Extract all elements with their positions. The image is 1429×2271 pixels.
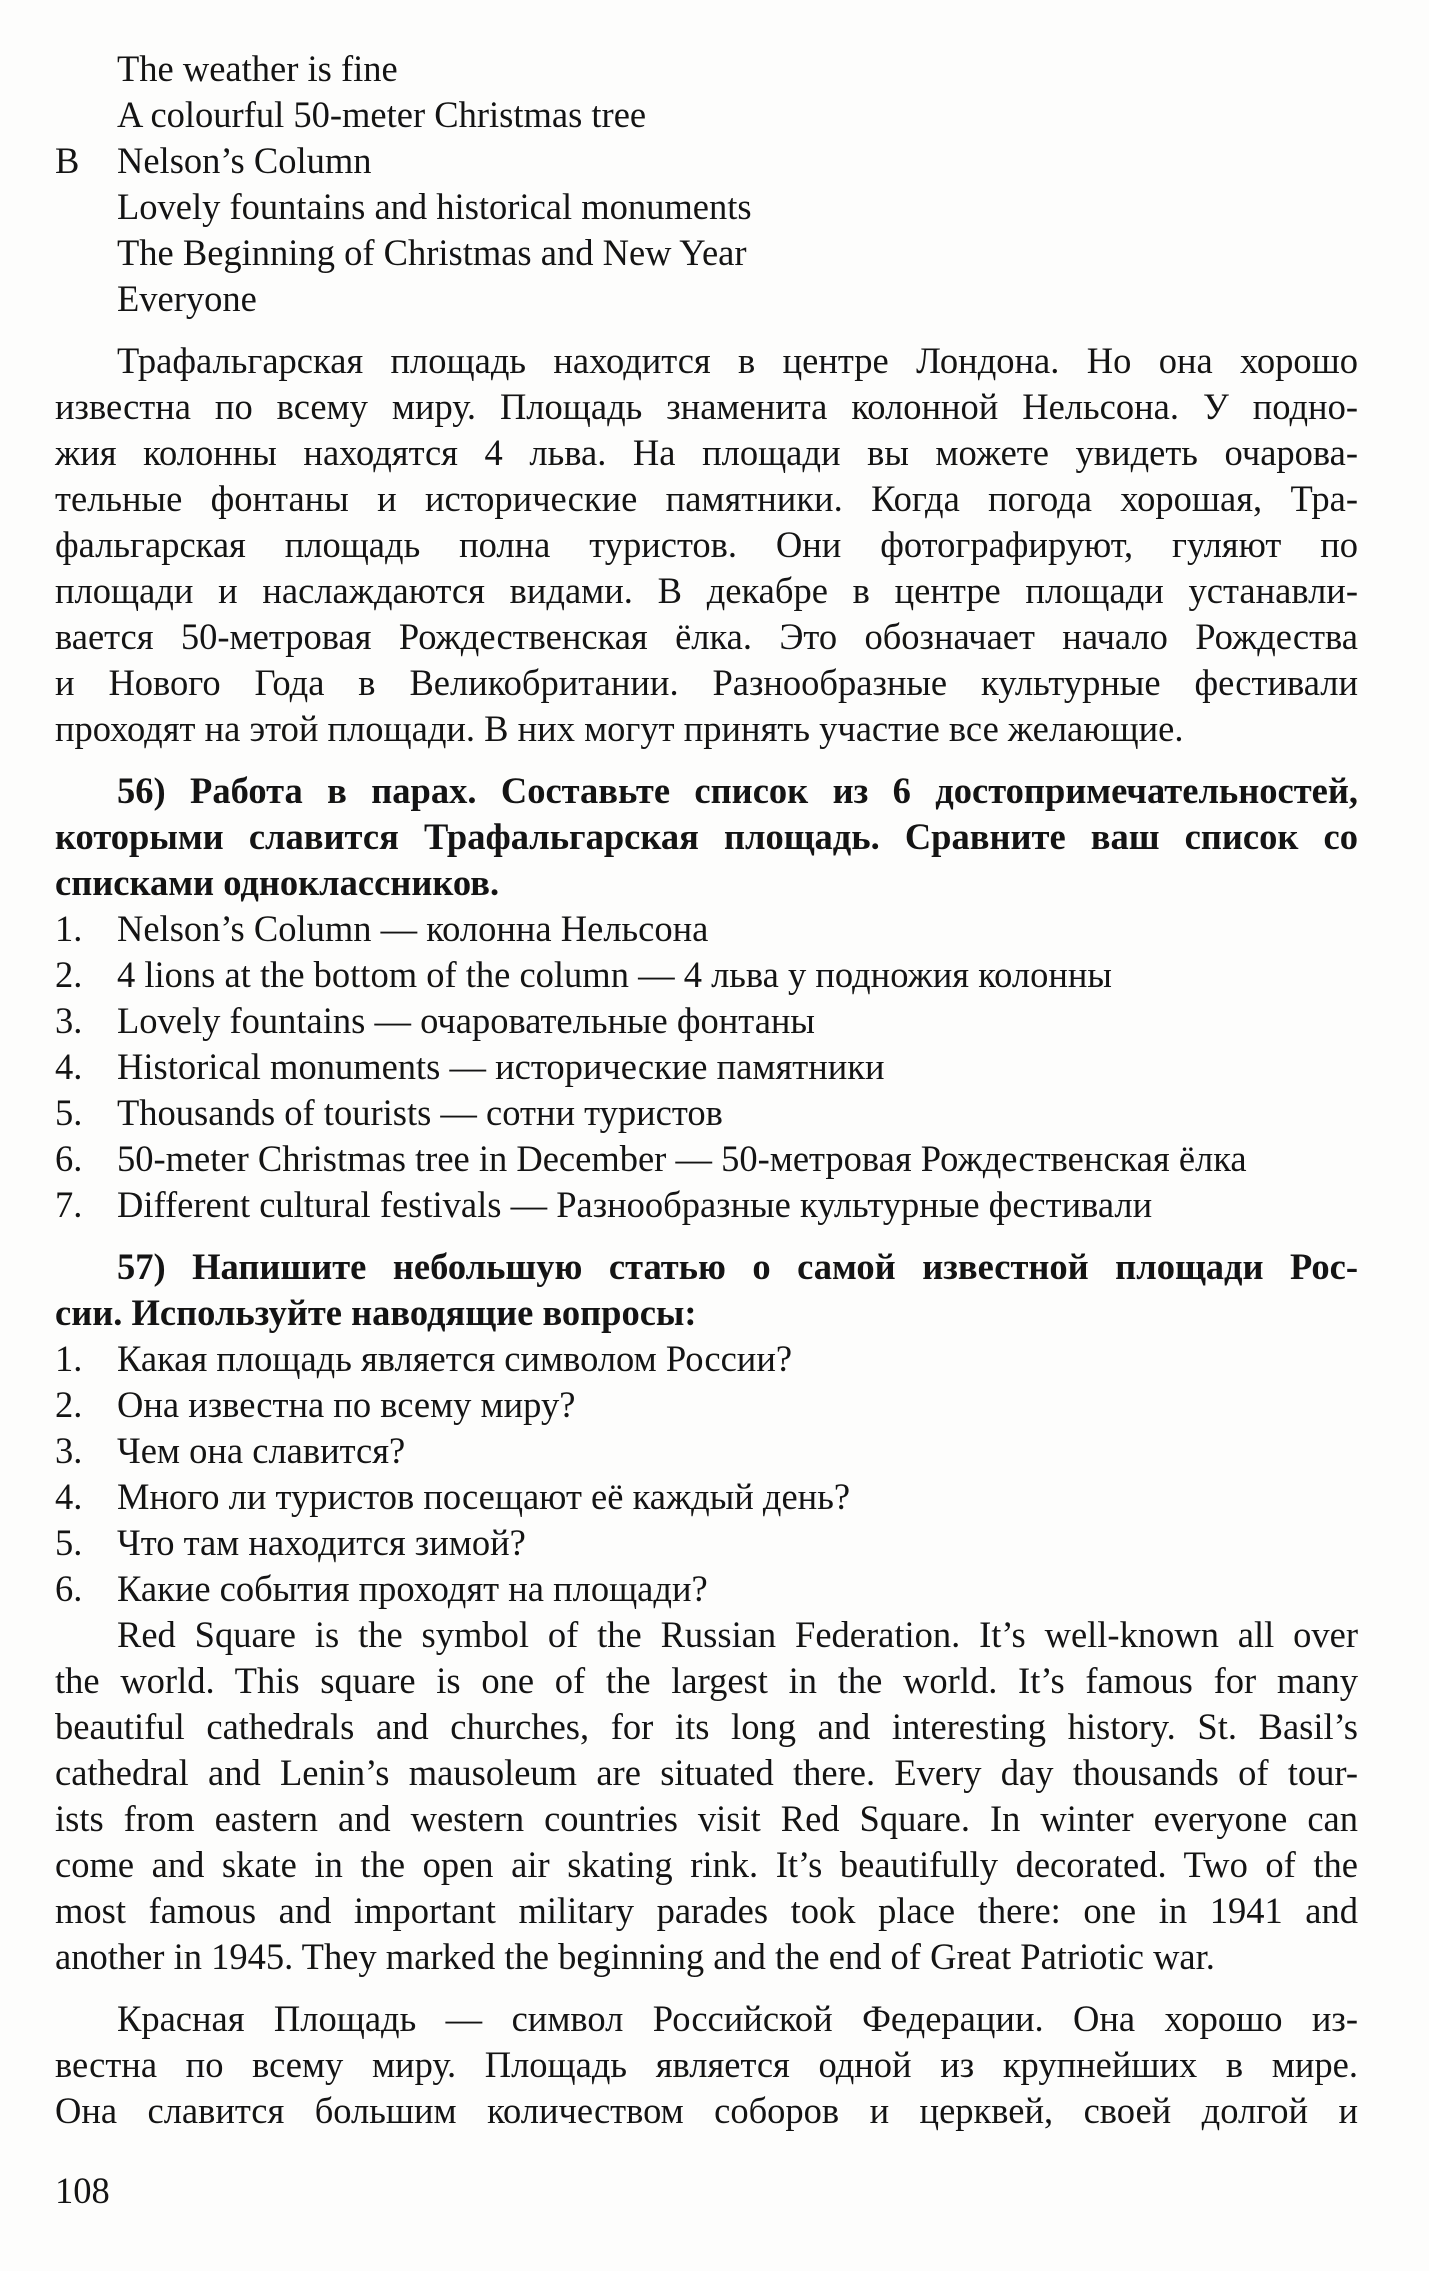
paragraph-line: beautiful cathedrals and churches, for its long and interesting history. St. Basil’s — [55, 1706, 1358, 1747]
list-number: 4. — [55, 1046, 83, 1087]
task-57-heading: 57) Напишите небольшую статью о самой известной площади Рос- — [117, 1246, 1358, 1287]
list-number: 4. — [55, 1476, 83, 1517]
list-item: Different cultural festivals — Разнообразные культурные фестивали — [117, 1184, 1153, 1225]
paragraph-line: жия колонны находятся 4 льва. На площади вы можете увидеть очарова- — [55, 432, 1358, 473]
paragraph-line: Красная Площадь — символ Российской Федерации. Она хорошо из- — [117, 1998, 1358, 2039]
list-item: Thousands of tourists — сотни туристов — [117, 1092, 723, 1133]
top-list-item: Nelson’s Column — [117, 140, 372, 181]
list-marker-b: B — [55, 140, 80, 181]
paragraph-line: вестна по всему миру. Площадь является одной из крупнейших в мире. — [55, 2044, 1358, 2085]
paragraph-line: ists from eastern and western countries visit Red Square. In winter everyone can — [55, 1798, 1358, 1839]
list-item: Чем она славится? — [117, 1430, 406, 1471]
paragraph-line: тельные фонтаны и исторические памятники. Когда погода хорошая, Тра- — [55, 478, 1358, 519]
list-item: Nelson’s Column — колонна Нельсона — [117, 908, 709, 949]
paragraph-line: the world. This square is one of the largest in the world. It’s famous for many — [55, 1660, 1358, 1701]
top-list-item: The Beginning of Christmas and New Year — [117, 232, 747, 273]
list-number: 3. — [55, 1430, 83, 1471]
paragraph-line: come and skate in the open air skating rink. It’s beautifully decorated. Two of the — [55, 1844, 1358, 1885]
list-item: Какие события проходят на площади? — [117, 1568, 708, 1609]
list-number: 5. — [55, 1092, 83, 1133]
top-list-item: Lovely fountains and historical monuments — [117, 186, 752, 227]
list-number: 1. — [55, 1338, 83, 1379]
paragraph-line: cathedral and Lenin’s mausoleum are situated there. Every day thousands of tour- — [55, 1752, 1358, 1793]
paragraph-line: и Нового Года в Великобритании. Разнообразные культурные фестивали — [55, 662, 1358, 703]
list-item: Много ли туристов посещают её каждый день? — [117, 1476, 851, 1517]
task-56-heading: списками одноклассников. — [55, 862, 500, 903]
top-list-item: Everyone — [117, 278, 257, 319]
list-number: 2. — [55, 954, 83, 995]
list-item: Она известна по всему миру? — [117, 1384, 576, 1425]
list-number: 6. — [55, 1568, 83, 1609]
list-item: 50-meter Christmas tree in December — 50-метровая Рождественская ёлка — [117, 1138, 1247, 1179]
page-number: 108 — [55, 2170, 110, 2211]
task-57-heading: сии. Используйте наводящие вопросы: — [55, 1292, 697, 1333]
paragraph-line: вается 50-метровая Рождественская ёлка. Это обозначает начало Рождества — [55, 616, 1358, 657]
task-56-heading: 56) Работа в парах. Составьте список из 6 достопримечательностей, — [117, 770, 1358, 811]
list-item: Lovely fountains — очаровательные фонтаны — [117, 1000, 815, 1041]
paragraph-line: проходят на этой площади. В них могут принять участие все желающие. — [55, 708, 1184, 749]
top-list-item: The weather is fine — [117, 48, 398, 89]
paragraph-line: Она славится большим количеством соборов и церквей, своей долгой и — [55, 2090, 1358, 2131]
list-number: 7. — [55, 1184, 83, 1225]
list-number: 2. — [55, 1384, 83, 1425]
list-number: 3. — [55, 1000, 83, 1041]
list-number: 1. — [55, 908, 83, 949]
paragraph-line: фальгарская площадь полна туристов. Они фотографируют, гуляют по — [55, 524, 1358, 565]
paragraph-line: площади и наслаждаются видами. В декабре в центре площади устанавли- — [55, 570, 1358, 611]
paragraph-line: another in 1945. They marked the beginning and the end of Great Patriotic war. — [55, 1936, 1215, 1977]
paragraph-line: известна по всему миру. Площадь знаменита колонной Нельсона. У подно- — [55, 386, 1358, 427]
list-item: Historical monuments — исторические памятники — [117, 1046, 885, 1087]
top-list-item: A colourful 50-meter Christmas tree — [117, 94, 647, 135]
paragraph-line: Red Square is the symbol of the Russian Federation. It’s well-known all over — [117, 1614, 1358, 1655]
list-item: Какая площадь является символом России? — [117, 1338, 793, 1379]
paragraph-line: most famous and important military parades took place there: one in 1941 and — [55, 1890, 1358, 1931]
task-56-heading: которыми славится Трафальгарская площадь. Сравните ваш список со — [55, 816, 1358, 857]
list-number: 6. — [55, 1138, 83, 1179]
list-item: Что там находится зимой? — [117, 1522, 526, 1563]
paragraph-line: Трафальгарская площадь находится в центре Лондона. Но она хорошо — [117, 340, 1358, 381]
list-number: 5. — [55, 1522, 83, 1563]
list-item: 4 lions at the bottom of the column — 4 льва у подножия колонны — [117, 954, 1112, 995]
